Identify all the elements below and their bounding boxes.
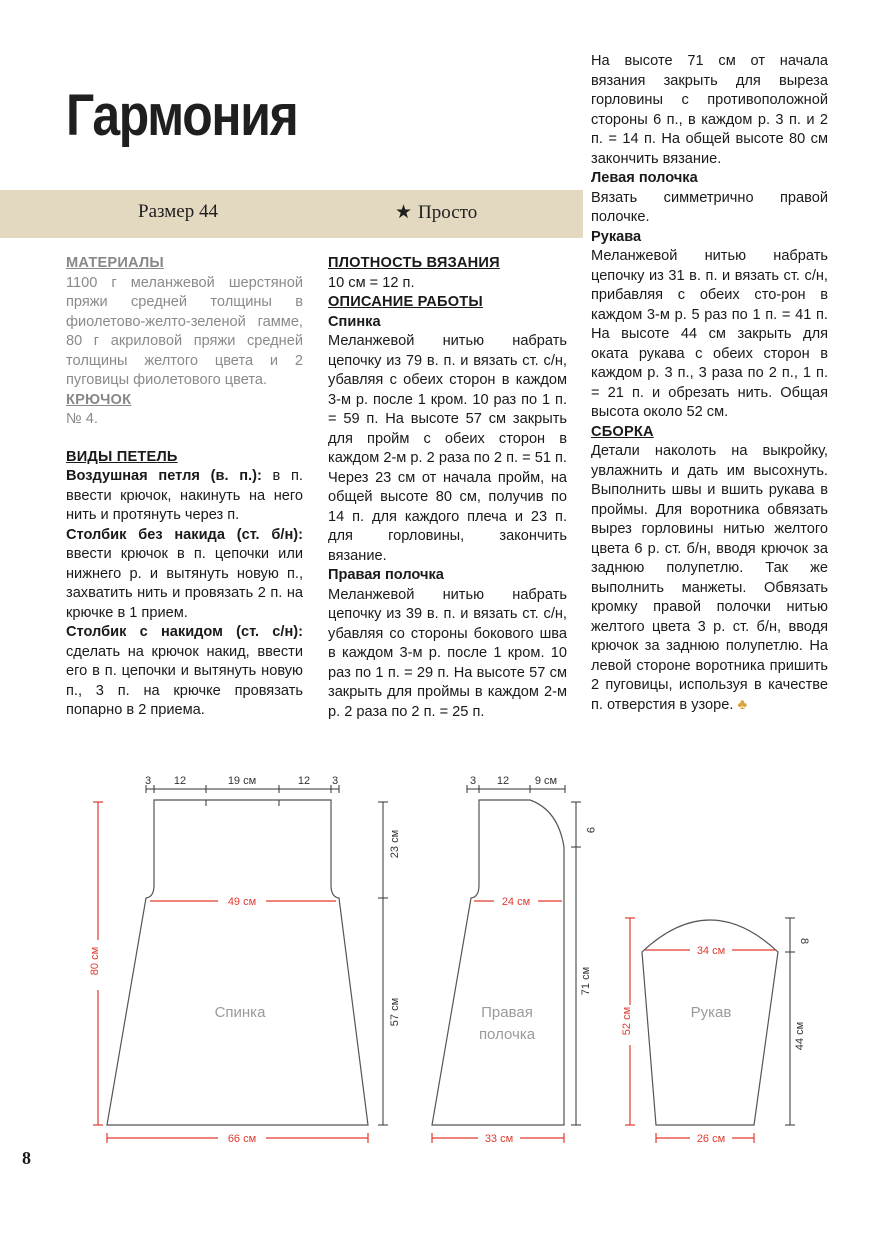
hook-heading: КРЮЧОК bbox=[66, 391, 132, 408]
back-piece bbox=[89, 775, 404, 1145]
star-icon: ★ bbox=[395, 202, 413, 223]
sleeve-dim-cap: 8 bbox=[798, 937, 810, 945]
description-heading: ОПИСАНИЕ РАБОТЫ bbox=[328, 294, 483, 310]
back-dim-armhole: 23 см bbox=[389, 829, 401, 859]
stitch-single bbox=[66, 526, 303, 624]
back-dim-lower: 57 см bbox=[389, 997, 401, 1027]
stitch-double-text: сделать на крючок накид, ввести его в п. цепочки и вытянуть новую п., 3 п. на крючке провязать попарно в 2 приема. bbox=[66, 643, 303, 718]
front-dim-neck: 9 bbox=[584, 826, 596, 834]
right-front-continued: На высоте 71 см от начала вязания закрыть для выреза горловины с противоположной стороны 6 п., в каждом р. 3 п. и 2 п. = 14 п. На общей высоте 80 см закончить вязание. bbox=[591, 53, 828, 167]
stitch-double bbox=[66, 623, 303, 721]
stitch-chain bbox=[66, 467, 303, 526]
column-continued bbox=[591, 52, 828, 715]
stitch-double-term: Столбик с накидом (ст. с/н): bbox=[66, 624, 303, 640]
materials-text: 1100 г меланжевой шерстяной пряжи средней толщины в фиолетово-желто-зеленой гамме, 80 г акриловой пряжи средней толщины желтого цвета и 2 пуговицы фиолетового цвета. bbox=[66, 274, 303, 388]
column-description bbox=[328, 254, 567, 722]
right-front-text: Меланжевой нитью набрать цепочку из 39 в. п. и вязать ст. с/н, убавляя со стороны бокового шва в каждом 3-м р. после 1 кром. 10 раз по 1 п. = 29 п. На высоте 57 см закрыть для проймы в каждом 2-м р. 2 раза по 2 п. = 25 п. bbox=[328, 586, 567, 720]
front-dim-bottom: 33 см bbox=[484, 1133, 514, 1145]
back-dim-top-4: 12 bbox=[297, 775, 311, 787]
front-outline bbox=[432, 800, 564, 1125]
back-label: Спинка bbox=[214, 1004, 266, 1021]
front-dim-top-3: 9 см bbox=[534, 775, 558, 787]
back-outline bbox=[107, 800, 368, 1125]
left-front-heading: Левая полочка bbox=[591, 170, 698, 186]
club-icon: ♣ bbox=[737, 696, 748, 713]
density-text: 10 см = 12 п. bbox=[328, 274, 415, 291]
back-dim-total: 80 см bbox=[89, 946, 101, 976]
back-dim-top-5: 3 bbox=[331, 775, 339, 787]
sleeves-heading: Рукава bbox=[591, 228, 642, 245]
sleeve-dim-lower: 44 см bbox=[794, 1021, 806, 1051]
hook-text: № 4. bbox=[66, 411, 98, 427]
back-dim-top-1: 3 bbox=[144, 775, 152, 787]
pattern-diagrams bbox=[0, 760, 890, 1180]
assembly-text bbox=[591, 442, 828, 715]
back-dim-bottom: 66 см bbox=[227, 1133, 257, 1145]
stitch-chain-text: в п. ввести крючок, накинуть на него нить и протянуть через п. bbox=[66, 468, 303, 523]
front-dim-width: 24 см bbox=[501, 896, 531, 908]
sleeve-dim-bottom: 26 см bbox=[696, 1133, 726, 1145]
assembly-body: Детали наколоть на выкройку, увлажнить и дать им высохнуть. Выполнить швы и вшить рукава в проймы. Для воротника обвязать вырез горловины нитью желтого цвета 6 р. ст. б/н, вводя крючок за заднюю полупетлю. Так же выполнить манжеты. Обвязать кромку правой полочки нитью желтого цвета 3 р. ст. б/н, вводя крючок за заднюю полупетлю. На левой стороне воротника пришить 2 пуговицы, используя в качестве п. отверстия в узоре. bbox=[591, 443, 828, 713]
info-band bbox=[0, 190, 583, 238]
left-front-text: Вязать симметрично правой полочке. bbox=[591, 189, 828, 225]
difficulty-text: Просто bbox=[418, 202, 478, 223]
sleeve-piece bbox=[621, 918, 810, 1145]
back-heading: Спинка bbox=[328, 313, 381, 330]
assembly-heading: СБОРКА bbox=[591, 423, 654, 440]
size-label: Размер 44 bbox=[138, 201, 218, 222]
sleeve-dim-width: 34 см bbox=[696, 945, 726, 957]
back-dim-top-3: 19 см bbox=[227, 775, 257, 787]
front-label-2: полочка bbox=[478, 1026, 536, 1043]
density-heading: ПЛОТНОСТЬ ВЯЗАНИЯ bbox=[328, 255, 500, 271]
back-dim-width: 49 см bbox=[227, 896, 257, 908]
front-piece bbox=[432, 775, 596, 1145]
front-dim-top-2: 12 bbox=[496, 775, 510, 787]
sleeve-label: Рукав bbox=[690, 1004, 732, 1021]
page-title: Гармония bbox=[66, 83, 298, 148]
back-dim-top-2: 12 bbox=[173, 775, 187, 787]
difficulty-label bbox=[395, 201, 477, 224]
materials-heading: МАТЕРИАЛЫ bbox=[66, 255, 164, 271]
page-number: 8 bbox=[22, 1148, 31, 1168]
stitch-single-text: ввести крючок в п. цепочки или нижнего р. и вытянуть новую п., захватить нить и провязать 2 п. на крючке в 1 прием. bbox=[66, 546, 303, 621]
front-label-1: Правая bbox=[481, 1004, 533, 1021]
stitch-single-term: Столбик без накида (ст. б/н): bbox=[66, 526, 303, 543]
front-dim-top-1: 3 bbox=[469, 775, 477, 787]
front-dim-total: 71 см bbox=[580, 966, 592, 996]
column-materials bbox=[66, 254, 303, 721]
sleeve-dim-total: 52 см bbox=[621, 1006, 633, 1036]
right-front-heading: Правая полочка bbox=[328, 567, 444, 583]
stitch-chain-term: Воздушная петля (в. п.): bbox=[66, 468, 262, 484]
back-text: Меланжевой нитью набрать цепочку из 79 в. п. и вязать ст. с/н, убавляя с обеих сторон в каждом 3-м р. после 1 кром. 10 раз по 1 п. = 59 п. На высоте 57 см закрыть для пройм с обеих сторон в каждом 2-м р. 2 раза по 2 п. = 51 п. Через 23 см от начала пройм, на общей высоте 80 см, получив по 14 п. для каждого плеча и 23 п. для горловины, закончить вязание. bbox=[328, 333, 567, 564]
stitches-heading: ВИДЫ ПЕТЕЛЬ bbox=[66, 448, 178, 465]
sleeves-text: Меланжевой нитью набрать цепочку из 31 в. п. и вязать ст. с/н, прибавляя с обеих сто-рон в каждом 3-м р. 5 раз по 1 п. = 41 п. На высоте 44 см закрыть для оката рукава с обеих сторон в каждом р. 3 п., 3 раза по 2 п., 1 п. = 21 п. и обрезать нить. Общая высота около 52 см. bbox=[591, 248, 828, 420]
